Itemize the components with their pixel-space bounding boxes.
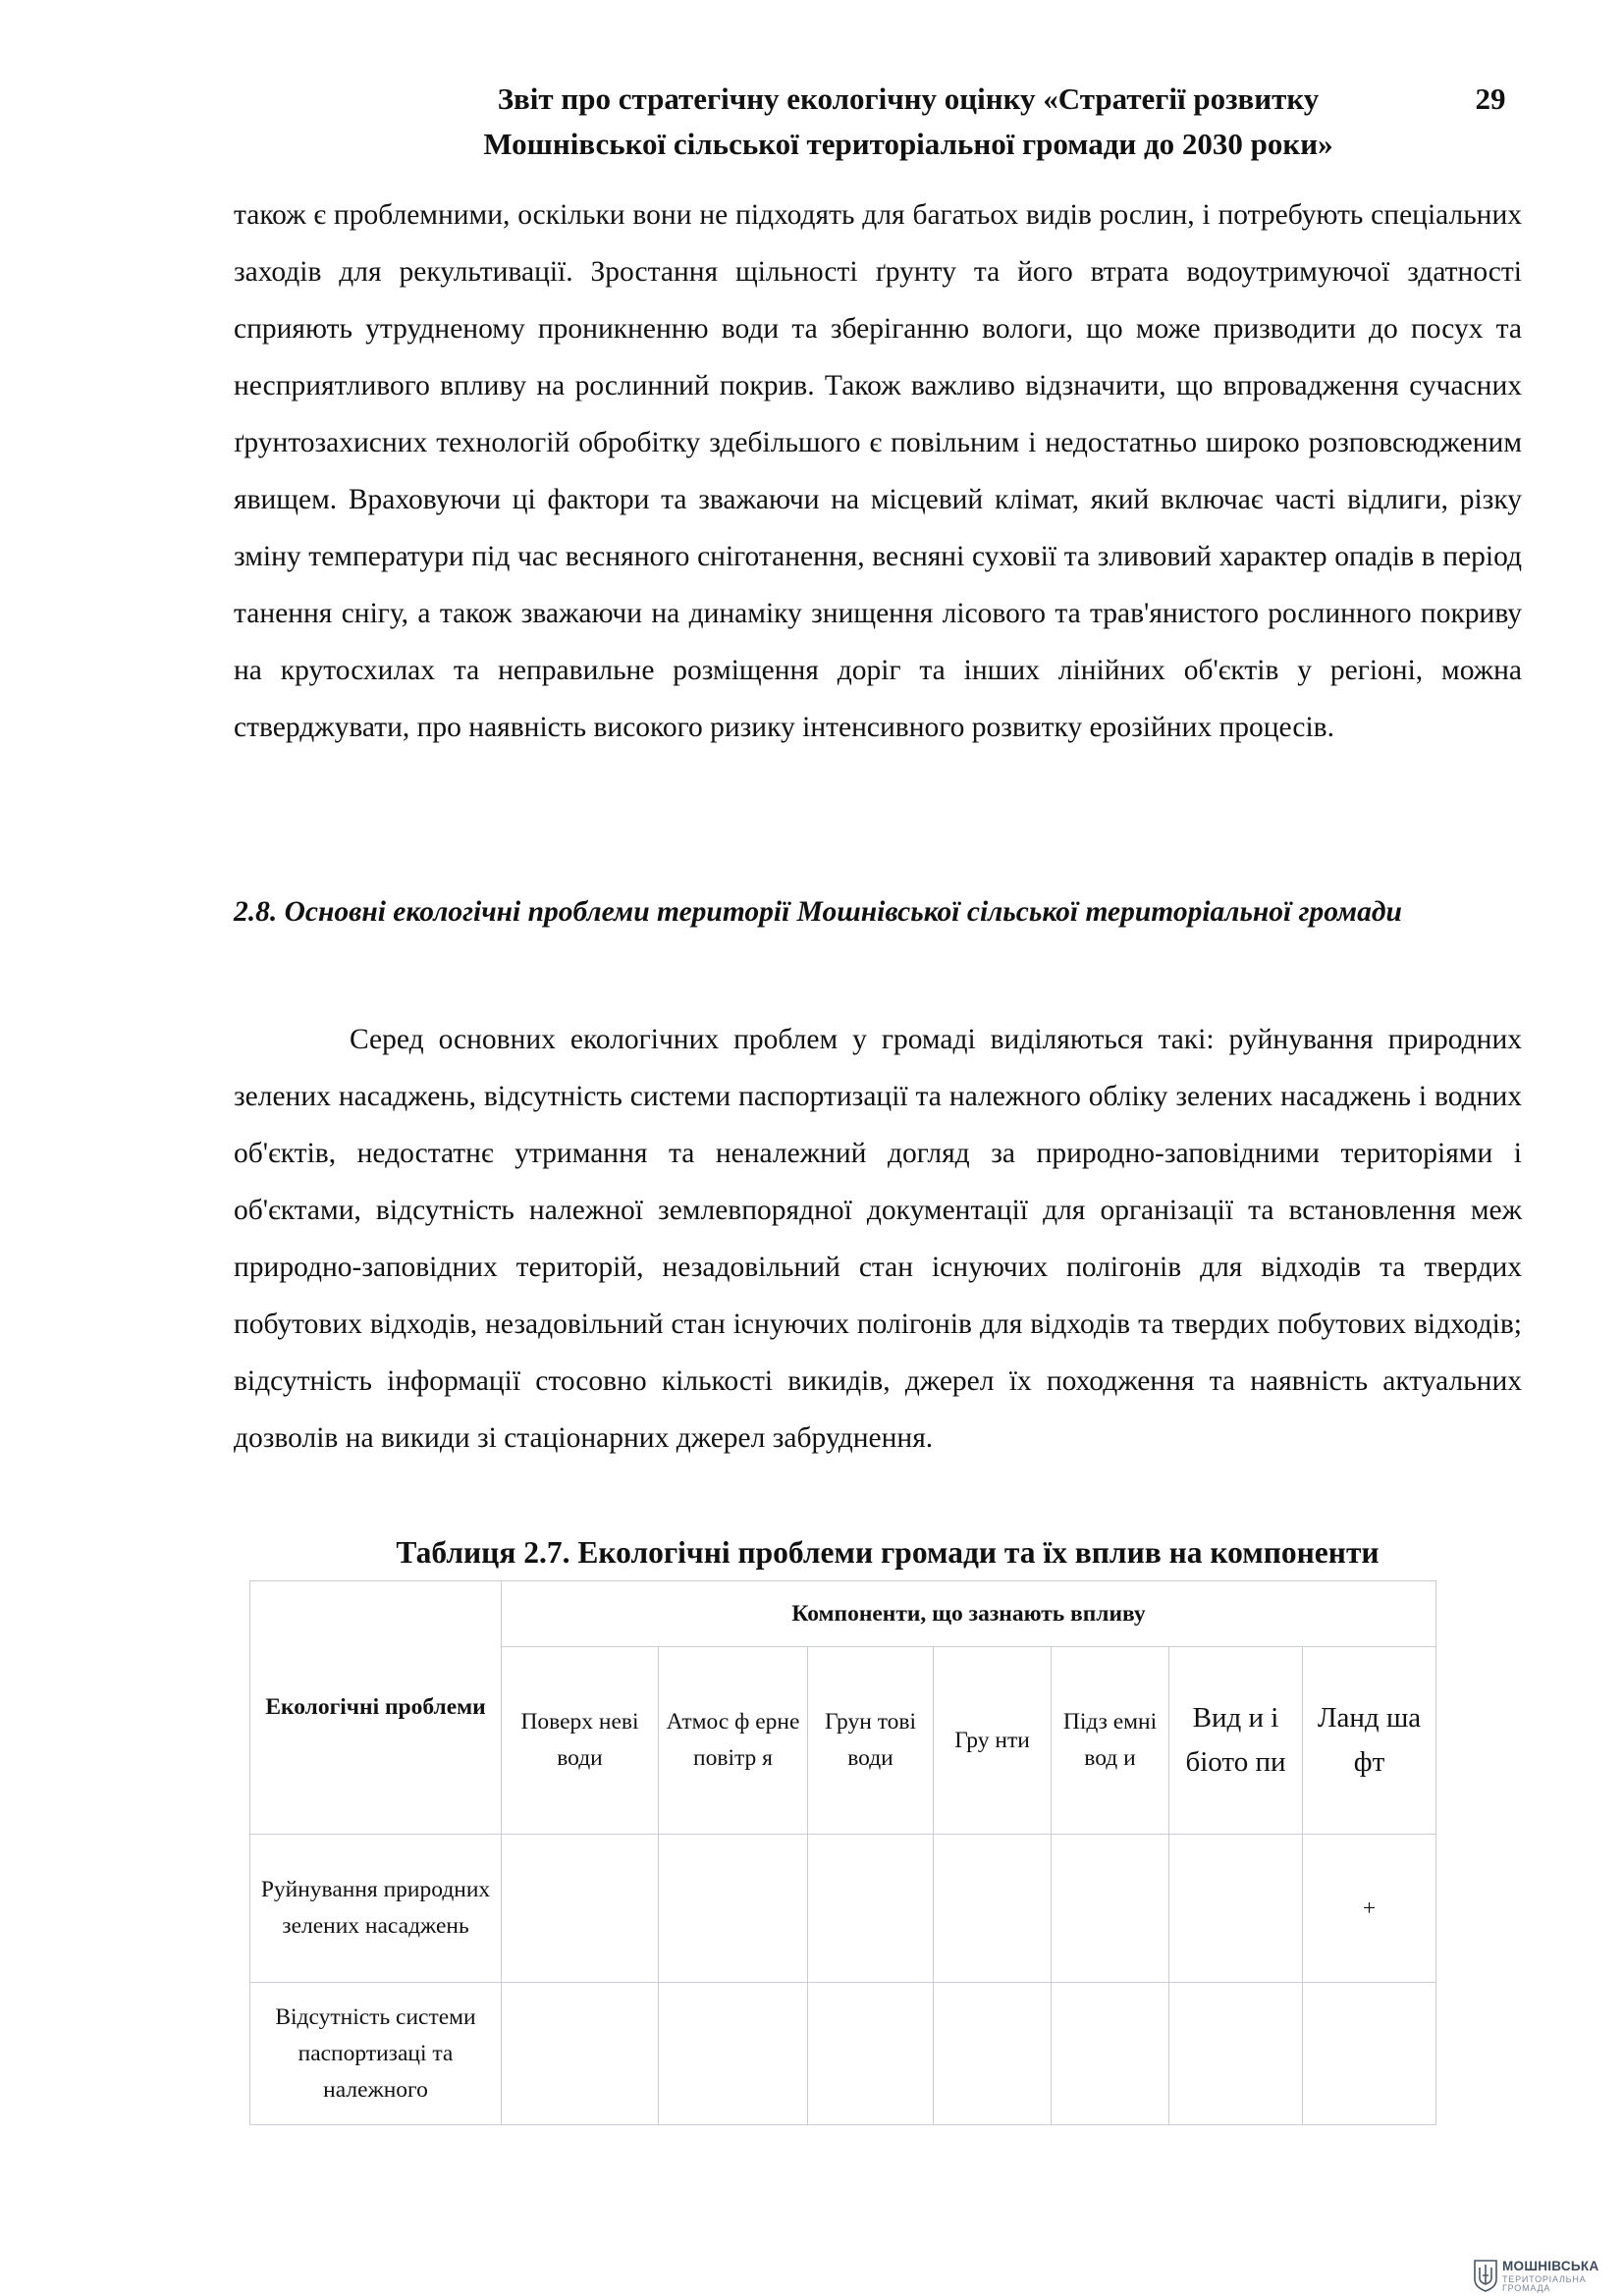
trident-emblem-icon: [1473, 2258, 1498, 2293]
table-cell: [934, 1835, 1052, 1983]
table-cell: [808, 1835, 934, 1983]
table-cell: [808, 1983, 934, 2125]
row-problem-cell: Руйнування природних зелених насаджень: [250, 1835, 502, 1983]
section-heading: 2.8. Основні екологічні проблеми території Мошнівської сільської територіальної громади: [234, 896, 1402, 928]
page-number: 29: [1475, 81, 1506, 116]
col-header-landscape: Ланд ша фт: [1303, 1647, 1436, 1835]
table-cell: [502, 1983, 659, 2125]
header-title-line-1: Звіт про стратегічну екологічну оцінку «Стратегії розвитку: [497, 81, 1320, 116]
table-cell: [1169, 1983, 1303, 2125]
body-paragraph-1: також є проблемними, оскільки вони не підходять для багатьох видів рослин, і потребують спеціальних заходів для рекультивації. Зростання щільності ґрунту та його втрата водоутримуючої здатності сприяють утрудненому проникненню води та зберіганню вологи, що може призводити до посух та несприятливого впливу на рослинний покрив. Також важливо відзначити, що впровадження сучасних ґрунтозахисних технологій обробітку здебільшого є повільним і недостатньо широко розповсюдженим явищем. Враховуючи ці фактори та зважаючи на місцевий клімат, який включає часті відлиги, різку зміну температури під час весняного сніготанення, весняні суховії та зливовий характер опадів в період танення снігу, а також зважаючи на динаміку знищення лісового та трав'янистого рослинного покриву на крутосхилах та неправильне розміщення доріг та інших лінійних об'єктів у регіоні, можна стверджувати, про наявність високого ризику інтенсивного розвитку ерозійних процесів.: [234, 199, 1522, 743]
table-cell: [659, 1983, 808, 2125]
logo-subtitle-2: ГРОМАДА: [1502, 2283, 1551, 2293]
col-header-atmospheric-air: Атмос ф ерне повітр я: [659, 1647, 808, 1835]
table-row: [250, 1835, 1436, 1983]
table-cell-impact-mark: +: [1303, 1835, 1436, 1983]
header-problems-cell: Екологічні проблеми: [250, 1581, 502, 1835]
col-header-soils: Гру нти: [934, 1647, 1052, 1835]
logo-subtitle-1: ТЕРИТОРІАЛЬНА: [1502, 2274, 1587, 2284]
col-header-underground-water: Підз емні вод и: [1052, 1647, 1169, 1835]
col-header-species-biotopes: Вид и і біото пи: [1169, 1647, 1303, 1835]
logo-name: МОШНІВСЬКА: [1502, 2259, 1599, 2273]
table-cell: [1052, 1983, 1169, 2125]
table-cell: [502, 1835, 659, 1983]
header-title-line-2: Мошнівської сільської територіальної громади до 2030 роки»: [483, 127, 1333, 161]
row-problem-cell: Відсутність системи паспортизаці та належного: [250, 1983, 502, 2125]
table-header-row-1: [250, 1581, 1436, 1647]
body-paragraph-2: Серед основних екологічних проблем у громаді виділяються такі: руйнування природних зелених насаджень, відсутність системи паспортизації та належного обліку зелених насаджень і водних об'єктів, недостатнє утримання та неналежний догляд за природно-заповідними територіями і об'єктами, відсутність належної землевпорядної документації для організації та встановлення меж природно-заповідних територій, незадовільний стан існуючих полігонів для відходів та твердих побутових відходів, незадовільний стан існуючих полігонів для відходів та твердих побутових відходів; відсутність інформації стосовно кількості викидів, джерел їх походження та наявність актуальних дозволів на викиди зі стаціонарних джерел забруднення.: [234, 1024, 1522, 1454]
header-components-cell: Компоненти, що зазнають впливу: [502, 1581, 1436, 1647]
community-logo: [1473, 2258, 1620, 2293]
col-header-surface-water: Поверх неві води: [502, 1647, 659, 1835]
table-cell: [1303, 1983, 1436, 2125]
table-cell: [934, 1983, 1052, 2125]
table-cell: [1052, 1835, 1169, 1983]
table-row: [250, 1983, 1436, 2125]
document-header-title: [393, 77, 1424, 167]
eco-problems-table: [249, 1580, 1436, 2125]
table-cell: [659, 1835, 808, 1983]
table-cell: [1169, 1835, 1303, 1983]
table-caption: Таблиця 2.7. Екологічні проблеми громади та їх вплив на компоненти: [396, 1535, 1380, 1570]
col-header-ground-water: Грун тові води: [808, 1647, 934, 1835]
